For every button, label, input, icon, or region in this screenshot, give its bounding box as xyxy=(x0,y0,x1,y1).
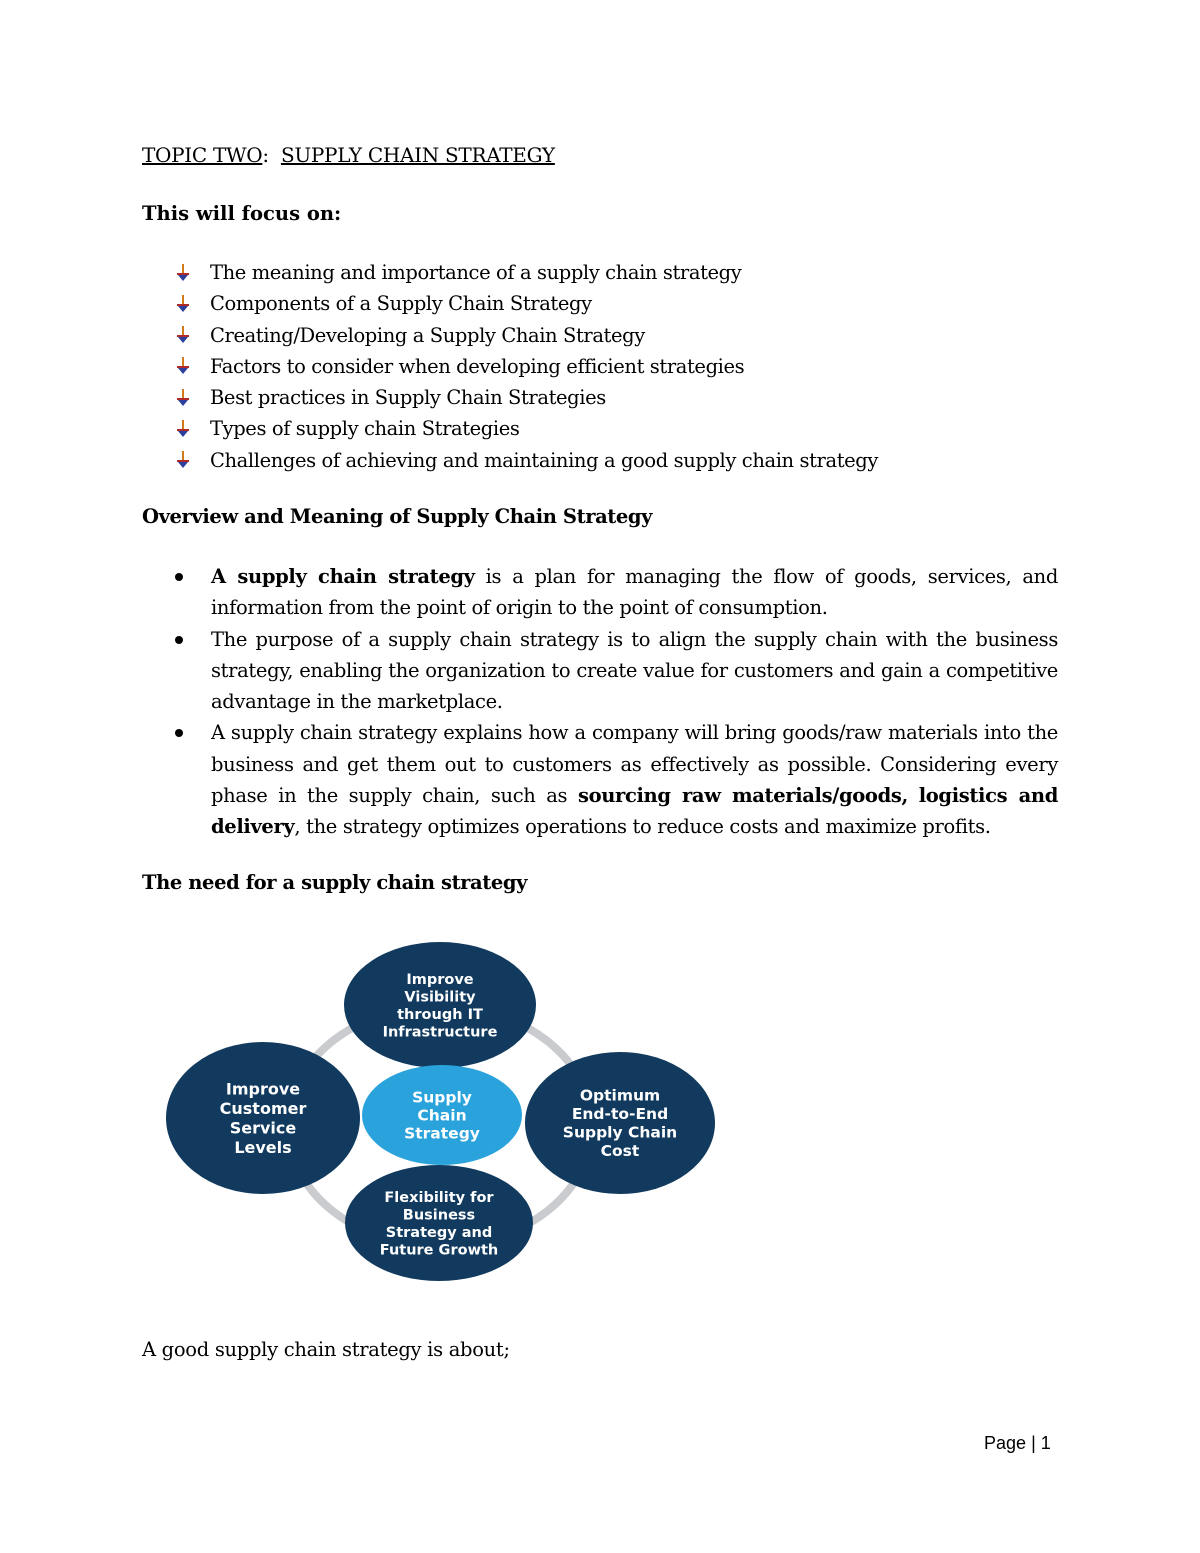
focus-list-item xyxy=(176,351,878,382)
down-arrow-icon xyxy=(176,324,190,344)
bullet-text: A supply chain strategy explains how a company will bring goods/raw materials into the business and get them out to customers as effectively as possible. Considering every phase in the supply chain, such as xyxy=(211,721,1058,808)
title-subject: SUPPLY CHAIN STRATEGY xyxy=(280,143,555,167)
down-arrow-icon xyxy=(176,418,190,438)
page-number: 1 xyxy=(1040,1433,1051,1453)
focus-list-item xyxy=(176,413,878,444)
diagram-label-left: Levels xyxy=(234,1137,292,1157)
diagram-label-left: Service xyxy=(229,1118,297,1138)
title-prefix: TOPIC TWO xyxy=(142,143,263,167)
focus-list-item xyxy=(176,445,878,476)
focus-item-text: The meaning and importance of a supply chain strategy xyxy=(210,261,742,284)
focus-list-item xyxy=(176,320,878,351)
bullet-bold-term: A supply chain strategy xyxy=(211,565,475,588)
bullet-space xyxy=(908,784,919,807)
diagram-label-bottom: Business xyxy=(402,1207,476,1224)
supply-chain-diagram xyxy=(160,938,720,1283)
down-arrow-icon xyxy=(176,293,190,313)
diagram-label-center: Supply xyxy=(412,1088,472,1107)
title-separator: : xyxy=(262,143,269,167)
diagram-label-bottom: Flexibility for xyxy=(384,1189,494,1206)
diagram-label-right: Cost xyxy=(600,1142,640,1161)
diagram-label-left: Improve xyxy=(225,1079,301,1099)
overview-bullets xyxy=(173,561,1058,843)
diagram-label-top: Infrastructure xyxy=(382,1024,498,1041)
diagram-label-center: Chain xyxy=(417,1106,467,1125)
diagram-label-center: Strategy xyxy=(404,1124,480,1143)
bullet-text: , the strategy optimizes operations to reduce costs and maximize profits. xyxy=(294,815,991,839)
focus-item-text: Factors to consider when developing efficient strategies xyxy=(210,354,745,378)
diagram-label-right: Optimum xyxy=(579,1086,661,1105)
focus-item-text: Creating/Developing a Supply Chain Strategy xyxy=(210,323,645,347)
focus-heading: This will focus on: xyxy=(142,202,342,225)
down-arrow-icon xyxy=(176,449,190,469)
closing-text: A good supply chain strategy is about; xyxy=(142,1338,510,1361)
focus-list-item xyxy=(176,382,878,413)
diagram-label-top: Visibility xyxy=(404,989,476,1006)
diagram-label-top: through IT xyxy=(397,1006,483,1023)
page-title xyxy=(142,143,555,167)
focus-item-text: Best practices in Supply Chain Strategies xyxy=(210,386,606,410)
focus-item-text: Types of supply chain Strategies xyxy=(210,417,520,441)
focus-list xyxy=(176,257,878,476)
diagram-label-left: Customer xyxy=(219,1098,307,1118)
overview-bullet xyxy=(173,717,1058,842)
bullet-bold-term: logistics and delivery xyxy=(211,784,1058,839)
footer-separator: | xyxy=(1031,1433,1036,1453)
down-arrow-icon xyxy=(176,262,190,282)
bullet-bold-term: sourcing raw materials/goods, xyxy=(577,784,908,808)
bullet-dot-icon xyxy=(175,636,183,644)
diagram-label-right: Supply Chain xyxy=(562,1123,678,1142)
focus-list-item xyxy=(176,257,878,288)
diagram-label-top: Improve xyxy=(406,971,474,988)
diagram-label-bottom: Strategy and xyxy=(385,1224,493,1241)
need-heading: The need for a supply chain strategy xyxy=(142,871,528,894)
focus-item-text: Components of a Supply Chain Strategy xyxy=(210,292,592,316)
bullet-dot-icon xyxy=(175,729,183,737)
bullet-text: The purpose of a supply chain strategy is to align the supply chain with the business strategy, enabling the organization to create value for customers and gain a competitive advantage in the marketplace. xyxy=(211,627,1058,714)
down-arrow-icon xyxy=(176,387,190,407)
diagram-label-right: End-to-End xyxy=(571,1105,669,1124)
diagram-label-bottom: Future Growth xyxy=(379,1242,499,1259)
overview-bullet xyxy=(173,624,1058,718)
down-arrow-icon xyxy=(176,355,190,375)
focus-list-item xyxy=(176,288,878,319)
bullet-text: is a plan for managing the flow of goods, services, and information from the point of origin to the point of consumption. xyxy=(211,565,1058,620)
bullet-dot-icon xyxy=(175,573,183,581)
focus-item-text: Challenges of achieving and maintaining a good supply chain strategy xyxy=(210,448,878,472)
page-footer xyxy=(984,1433,1051,1454)
overview-heading: Overview and Meaning of Supply Chain Strategy xyxy=(142,505,653,528)
overview-bullet xyxy=(173,561,1058,624)
footer-label: Page xyxy=(984,1433,1027,1453)
